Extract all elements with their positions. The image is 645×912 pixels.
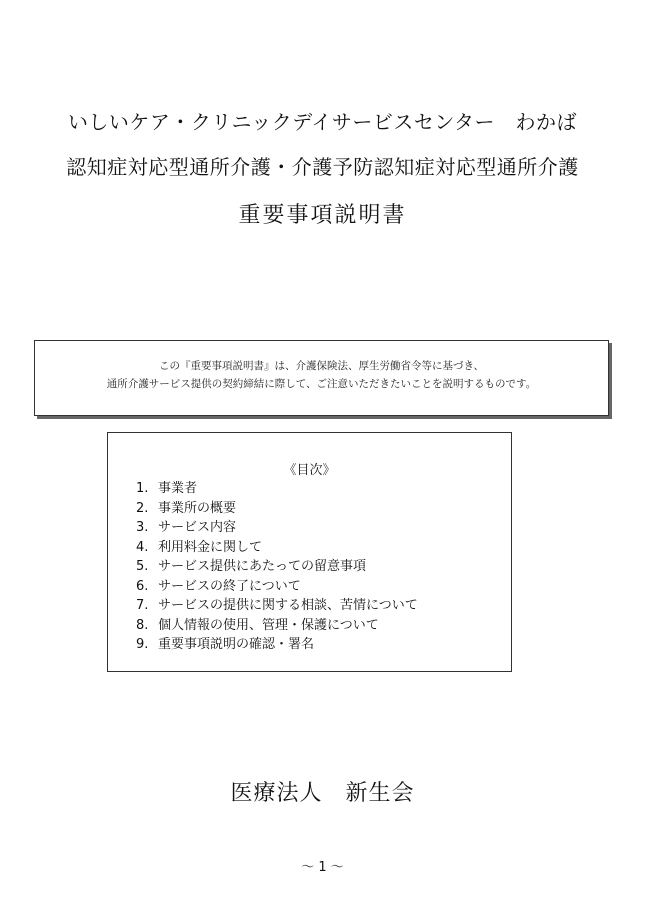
facility-name: いしいケア・クリニックデイサービスセンター わかば [67, 110, 578, 134]
toc-item-number: 8. [136, 617, 149, 633]
notice-line-2: 通所介護サービス提供の契約締結に際して、ご注意いただきたいことを説明するものです。 [106, 378, 537, 390]
toc-item-number: 4. [136, 539, 149, 555]
toc-heading: 《目次》 [283, 463, 336, 478]
toc-item [136, 538, 418, 558]
toc-item [136, 635, 418, 655]
page-number: ～ 1 ～ [301, 860, 344, 875]
toc-item [136, 518, 418, 538]
toc-item-number: 2. [136, 500, 149, 516]
document-name: 重要事項説明書 [238, 203, 407, 228]
toc-item-number: 5. [136, 559, 149, 574]
notice-box [34, 340, 609, 416]
toc-item-number: 9. [136, 637, 149, 652]
toc-item-label: 重要事項説明の確認・署名 [158, 637, 315, 652]
toc-item-number: 1. [136, 481, 149, 496]
notice-line-1: この『重要事項説明書』は、介護保険法、厚生労働省令等に基づき、 [158, 360, 485, 372]
toc-item [136, 479, 418, 499]
toc-item-number: 6. [136, 578, 149, 594]
toc-item [136, 557, 418, 577]
toc-item-label: サービスの終了について [158, 578, 301, 594]
toc-item [136, 577, 418, 597]
service-type: 認知症対応型通所介護・介護予防認知症対応型通所介護 [66, 155, 579, 179]
toc-item [136, 616, 418, 636]
toc-item [136, 596, 418, 616]
toc-item-label: 事業所の概要 [158, 500, 237, 516]
toc-list [136, 479, 418, 655]
toc-item [136, 499, 418, 519]
toc-item-label: 利用料金に関して [158, 539, 263, 555]
document-title [0, 106, 645, 229]
toc-item-label: サービスの提供に関する相談、苦情について [158, 598, 418, 613]
toc-item-number: 3. [136, 520, 149, 535]
toc-item-number: 7. [136, 598, 149, 613]
organization-name: 医療法人 新生会 [230, 781, 415, 806]
toc-item-label: サービス内容 [158, 520, 237, 535]
toc-item-label: 事業者 [158, 481, 198, 496]
table-of-contents [107, 432, 512, 672]
toc-item-label: 個人情報の使用、管理・保護について [158, 617, 379, 633]
toc-item-label: サービス提供にあたっての留意事項 [158, 559, 367, 574]
